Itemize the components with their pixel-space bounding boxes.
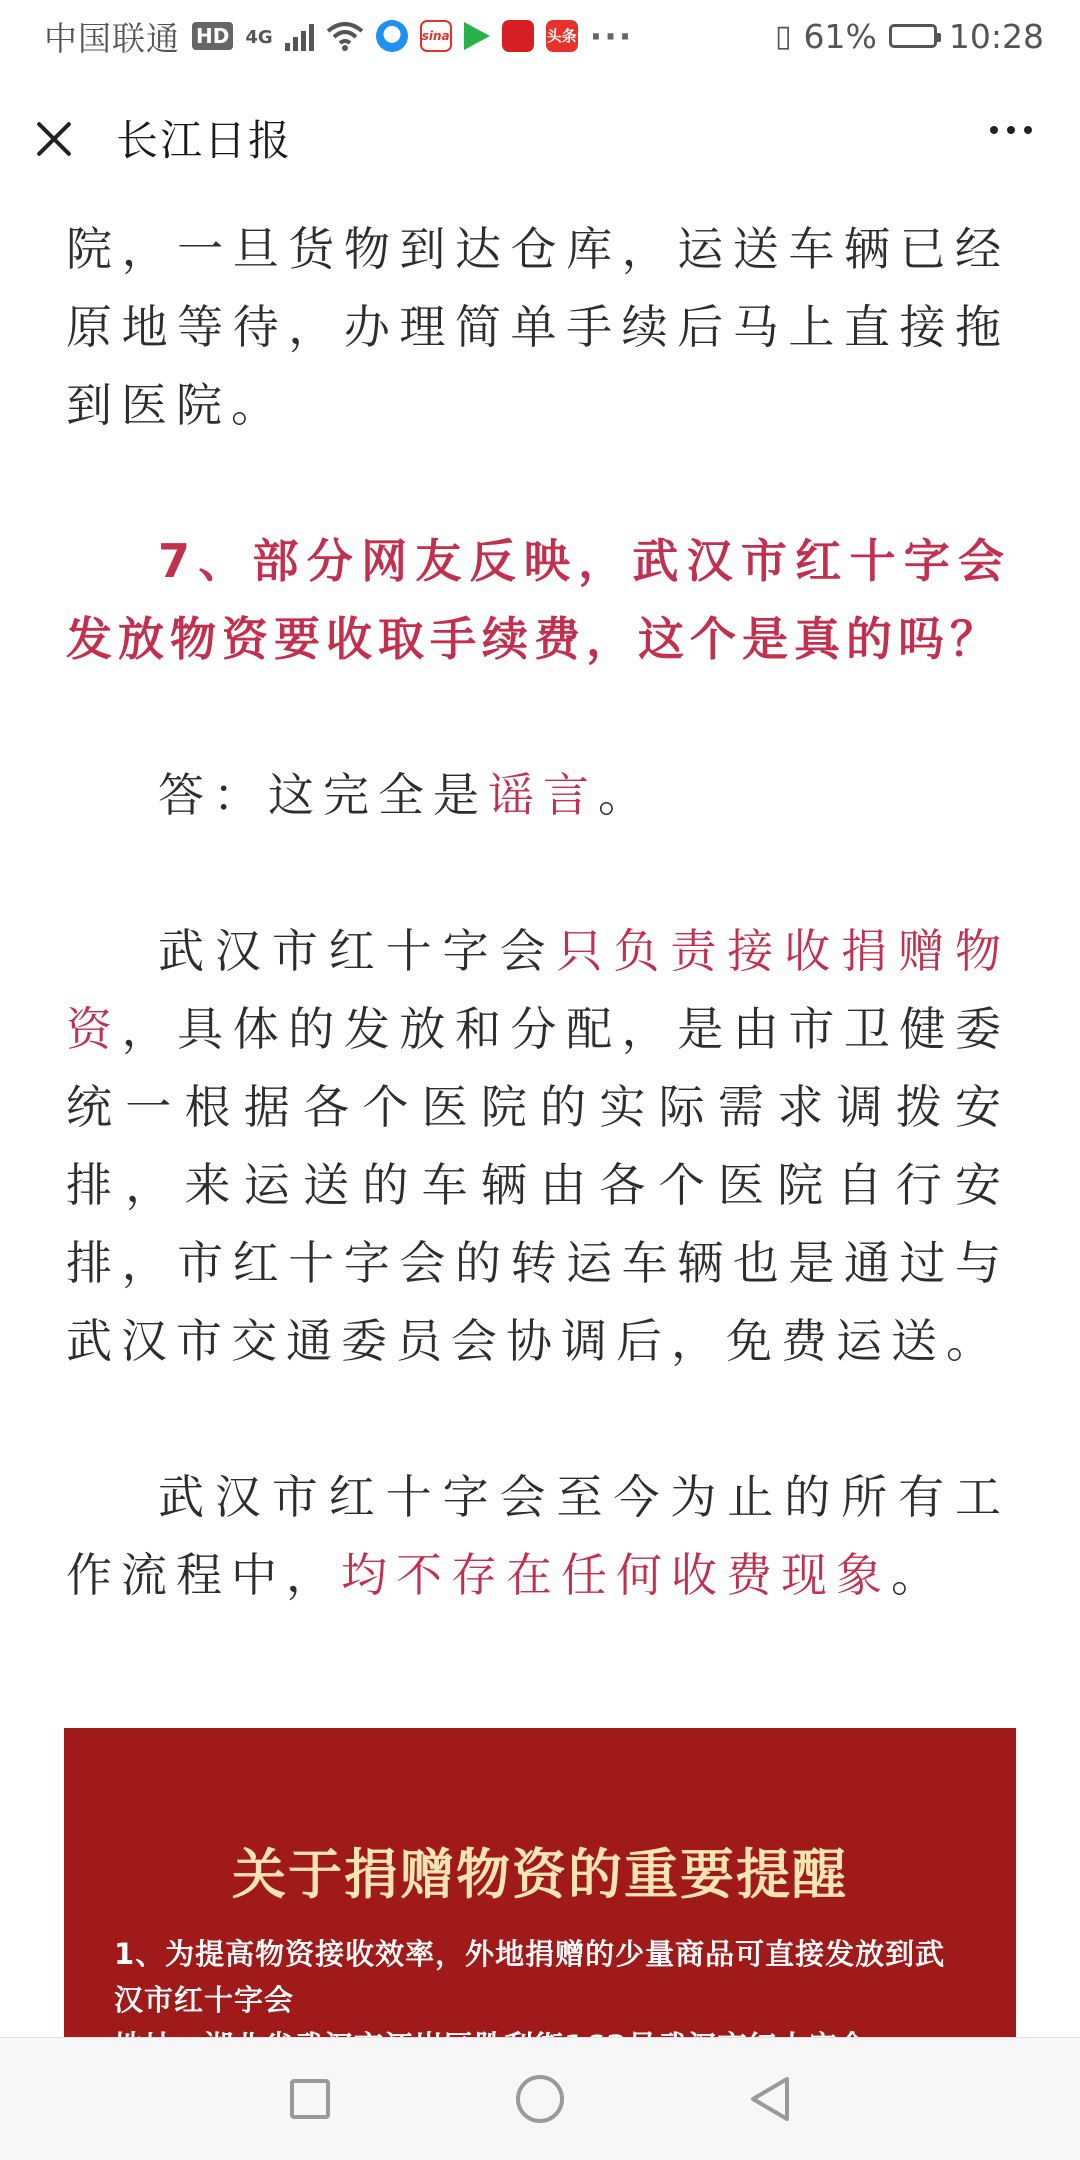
- title-bar: [0, 72, 1080, 204]
- status-bar: [0, 0, 1080, 72]
- triangle-back-icon: [747, 2075, 793, 2123]
- status-left: [44, 13, 633, 60]
- p3-suffix: ，具体的发放和分配，是由市卫健委统一根据各个医院的实际需求调拨安排，来运送的车辆由各个医院自行安排，市红十字会的转运车辆也是通过与武汉市交通委员会协调后，免费运送。: [66, 1002, 1010, 1368]
- notice-title: 关于捐赠物资的重要提醒: [232, 1843, 848, 1906]
- question-heading: 7、部分网友反映，武汉市红十字会发放物资要收取手续费，这个是真的吗？: [66, 534, 1010, 666]
- close-icon[interactable]: [30, 114, 78, 162]
- wifi-icon: [326, 21, 364, 51]
- notice-banner[interactable]: [64, 1728, 1016, 2038]
- answer-highlight: 谣言: [488, 768, 598, 822]
- recents-button[interactable]: [195, 2038, 425, 2160]
- page-title: 长江日报: [116, 116, 293, 165]
- vibrate-icon: ▯: [775, 18, 792, 54]
- battery-icon: [889, 24, 937, 48]
- qq-browser-icon: [376, 20, 408, 52]
- signal-icon: [285, 21, 314, 51]
- p4-suffix: 。: [891, 1548, 946, 1602]
- p4-highlight: 均不存在任何收费现象: [341, 1548, 891, 1602]
- answer-prefix: 答：这完全是: [158, 768, 488, 822]
- network-type: 4G: [245, 26, 273, 48]
- battery-percent: 61%: [803, 16, 877, 56]
- article-body: [66, 210, 1010, 1614]
- carrier-label: 中国联通: [44, 18, 180, 58]
- circle-icon: [516, 2075, 564, 2123]
- notice-item: 1、为提高物资接收效率，外地捐赠的少量商品可直接发放到武汉市红十字会: [114, 1937, 946, 2017]
- answer-paragraph: [66, 756, 1010, 834]
- status-right: [775, 17, 1044, 56]
- p4-prefix: 武汉市红十字会至今为止的所有工作流程中，: [66, 1470, 1010, 1602]
- article-paragraph: [66, 912, 1010, 1380]
- sina-icon: sina: [420, 20, 452, 52]
- p3-highlight: 只负责接收捐赠物资: [66, 924, 1011, 1056]
- home-button[interactable]: [425, 2038, 655, 2160]
- toutiao-icon: 头条: [546, 20, 578, 52]
- more-menu-icon[interactable]: [990, 126, 1032, 134]
- red-app-icon: [502, 20, 534, 52]
- p3-prefix: 武汉市红十字会: [158, 924, 557, 978]
- video-play-icon: [464, 22, 490, 50]
- square-icon: [290, 2079, 330, 2119]
- article-paragraph: [66, 1458, 1010, 1614]
- back-button[interactable]: [655, 2038, 885, 2160]
- clock: 10:28: [948, 16, 1044, 56]
- article-paragraph: 院，一旦货物到达仓库，运送车辆已经原地等待，办理简单手续后马上直接拖到医院。: [66, 222, 1010, 432]
- more-notifications-icon: ···: [589, 16, 634, 56]
- hd-badge: HD: [192, 22, 233, 50]
- answer-suffix: 。: [598, 768, 653, 822]
- navigation-bar: [0, 2037, 1080, 2160]
